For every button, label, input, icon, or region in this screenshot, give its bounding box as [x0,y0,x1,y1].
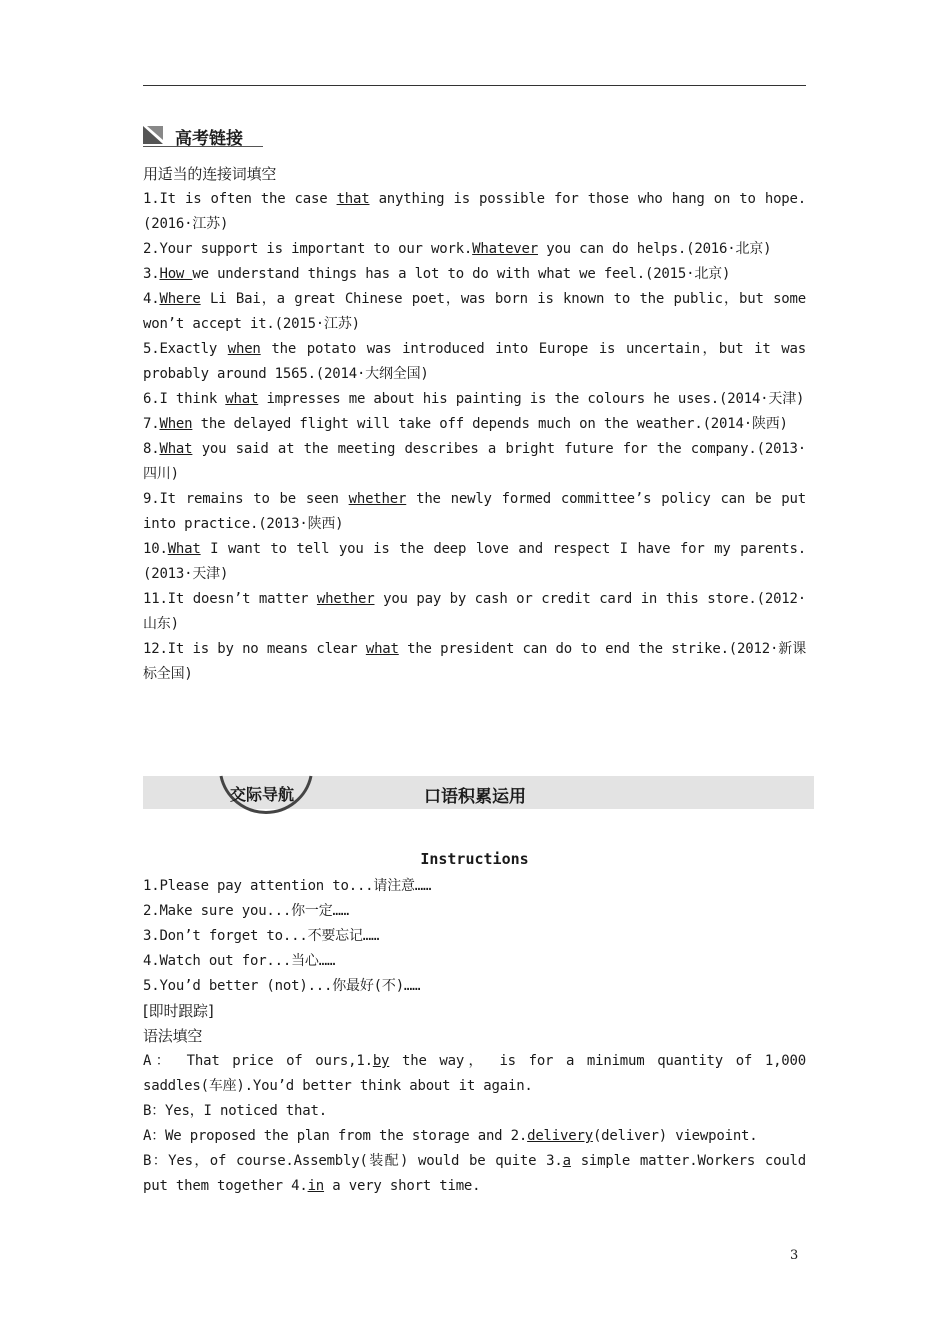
instruction-item: 3.Don’t forget to...不要忘记…… [143,928,380,944]
instruction-item: 2.Make sure you...你一定…… [143,903,349,919]
answer: When [159,416,193,432]
exercise-item: 1.It is often the case that anything is possible for those who hang on to hope.(2016·江苏) [143,191,806,232]
dialog-line: B：Yes，of course.Assembly(装配) would be quite 3.a simple matter.Workers could put them together 4.in a very short time. [143,1153,807,1194]
answer: What [159,441,193,457]
exercise-instruction: 用适当的连接词填空 [143,165,277,183]
exercise-item: 3.How we understand things has a lot to do with what we feel.(2015·北京) [143,266,731,282]
section-title-underline [143,146,263,147]
answer: delivery [527,1128,593,1144]
page-number: 3 [790,1248,799,1263]
dialog-line: B：Yes，I noticed that. [143,1103,327,1119]
banner-left-title: 交际导航 [230,785,295,804]
dialog-line: A：We proposed the plan from the storage and 2.delivery(deliver) viewpoint. [143,1128,758,1144]
exercise-item: 11.It doesn’t matter whether you pay by cash or credit card in this store.(2012·山东) [143,591,806,632]
triangle-marker-icon [143,126,163,144]
exercise-item: 2.Your support is important to our work.Whatever you can do helps.(2016·北京) [143,241,772,257]
answer: How [159,266,193,282]
exercise-item: 8.What you said at the meeting describes a bright future for the company.(2013·四川) [143,441,806,482]
practice-subtitle: 语法填空 [143,1027,203,1045]
exercise-item: 7.When the delayed flight will take off depends much on the weather.(2014·陕西) [143,416,788,432]
exercise-item: 6.I think what impresses me about his painting is the colours he uses.(2014·天津) [143,391,805,407]
exercise-item: 5.Exactly when the potato was introduced into Europe is uncertain，but it was probably around 1565.(2014·大纲全国) [143,341,806,382]
answer: whether [348,491,407,507]
answer: when [227,341,261,357]
instruction-item: 5.You’d better (not)...你最好(不)…… [143,978,421,994]
instruction-item: 1.Please pay attention to...请注意…… [143,878,432,894]
answer: a [562,1153,571,1169]
exercise-item: 9.It remains to be seen whether the newly formed committee’s policy can be put into practice.(2013·陕西) [143,491,806,532]
banner-right-title: 口语积累运用 [424,787,526,807]
instructions-list [143,874,806,1199]
answer: what [365,641,399,657]
instruction-item: 4.Watch out for...当心…… [143,953,336,969]
header-rule [143,85,806,86]
instructions-title: Instructions [420,850,529,868]
practice-label: [即时跟踪] [143,1002,214,1020]
answer: Whatever [472,241,538,257]
exercise-item: 12.It is by no means clear what the president can do to end the strike.(2012·新课标全国) [143,641,806,682]
answer: by [372,1053,390,1069]
answer: what [225,391,259,407]
section-title: 高考链接 [175,129,243,149]
answer: Where [159,291,201,307]
answer: whether [316,591,375,607]
exercise-block [143,162,806,687]
exercise-item: 4.Where Li Bai，a great Chinese poet，was born is known to the public，but some won’t accept it.(2015·江苏) [143,291,806,332]
answer: in [307,1178,325,1194]
exercise-item: 10.What I want to tell you is the deep love and respect I have for my parents.(2013·天津) [143,541,806,582]
answer: that [336,191,370,207]
dialog-line: A： That price of ours,1.by the way， is for a minimum quantity of 1,000 saddles(车座).You’d better think about it again. [143,1053,806,1094]
answer: What [167,541,201,557]
